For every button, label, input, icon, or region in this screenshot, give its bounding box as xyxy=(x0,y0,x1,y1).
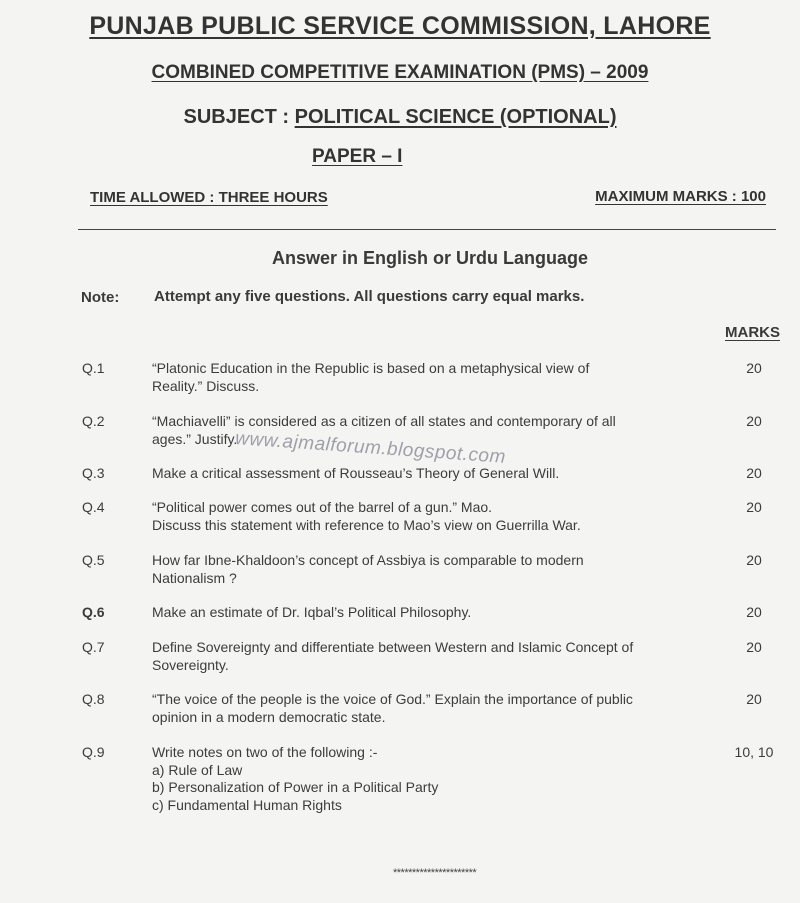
exam-title: COMBINED COMPETITIVE EXAMINATION (PMS) – 2009 xyxy=(151,62,649,83)
subject-label: SUBJECT : xyxy=(183,106,290,128)
question-number: Q.6 xyxy=(82,604,105,620)
question-text-line: b) Personalization of Power in a Political Party xyxy=(152,779,439,795)
question-text-line: c) Fundamental Human Rights xyxy=(152,796,342,813)
question-text-line: Reality.” Discuss. xyxy=(152,377,260,394)
question-number: Q.2 xyxy=(82,413,105,429)
watermark: www.ajmalforum.blogspot.com xyxy=(234,428,507,468)
question-text-line: “Political power comes out of the barrel of a gun.” Mao. xyxy=(152,499,493,515)
question-text-line: Nationalism ? xyxy=(152,569,237,586)
question-text xyxy=(152,552,690,587)
language-instruction: Answer in English or Urdu Language xyxy=(271,248,589,268)
paper-title: PAPER – I xyxy=(312,146,403,167)
question-number: Q.8 xyxy=(82,691,105,707)
maximum-marks: MAXIMUM MARKS : 100 xyxy=(595,188,766,205)
question-number: Q.3 xyxy=(82,465,105,481)
question-text-line: “Machiavelli” is considered as a citizen of all states and contemporary of all xyxy=(152,413,616,429)
question-text-line: Discuss this statement with reference to Mao’s view on Guerrilla War. xyxy=(152,516,581,533)
note-text: Attempt any five questions. All questions carry equal marks. xyxy=(154,288,585,305)
question-marks: 20 xyxy=(746,499,762,515)
question-text xyxy=(152,499,690,534)
marks-heading: MARKS xyxy=(725,324,780,341)
question-text-line: Make an estimate of Dr. Iqbal’s Political Philosophy. xyxy=(152,604,472,620)
question-marks: 20 xyxy=(746,691,762,707)
question-text-line: Write notes on two of the following :- xyxy=(152,744,378,760)
question-text-line: opinion in a modern democratic state. xyxy=(152,708,386,725)
question-marks: 20 xyxy=(746,552,762,568)
question-marks: 20 xyxy=(746,604,762,620)
question-text-line: How far Ibne-Khaldoon’s concept of Assbiya is comparable to modern xyxy=(152,552,584,568)
question-number: Q.9 xyxy=(82,744,105,760)
header-divider xyxy=(78,229,776,230)
question-text-line: Make a critical assessment of Rousseau’s Theory of General Will. xyxy=(152,465,560,481)
question-text xyxy=(152,360,690,395)
question-text xyxy=(152,744,690,814)
question-number: Q.7 xyxy=(82,639,105,655)
question-text xyxy=(152,639,690,674)
time-allowed: TIME ALLOWED : THREE HOURS xyxy=(90,189,328,206)
question-text-line: Define Sovereignty and differentiate between Western and Islamic Concept of xyxy=(152,639,634,655)
question-number: Q.4 xyxy=(82,499,105,515)
question-text-line: ages.” Justify. xyxy=(152,430,238,447)
question-marks: 10, 10 xyxy=(734,744,774,760)
question-number: Q.1 xyxy=(82,360,105,376)
question-text xyxy=(152,465,690,483)
question-marks: 20 xyxy=(746,465,762,481)
note-label: Note: xyxy=(81,289,120,306)
question-text-line: “The voice of the people is the voice of God.” Explain the importance of public xyxy=(152,691,633,707)
question-marks: 20 xyxy=(746,413,762,429)
question-number: Q.5 xyxy=(82,552,105,568)
question-text-line: “Platonic Education in the Republic is based on a metaphysical view of xyxy=(152,360,590,376)
subject-line xyxy=(0,106,800,129)
end-marker: ********************** xyxy=(393,867,477,879)
question-text-line: a) Rule of Law xyxy=(152,761,243,778)
question-marks: 20 xyxy=(746,360,762,376)
subject-name: POLITICAL SCIENCE (OPTIONAL) xyxy=(294,106,617,128)
question-marks: 20 xyxy=(746,639,762,655)
question-text xyxy=(152,691,690,726)
question-text-line: Sovereignty. xyxy=(152,656,229,673)
organization-title: PUNJAB PUBLIC SERVICE COMMISSION, LAHORE xyxy=(89,12,711,40)
question-text xyxy=(152,604,690,622)
